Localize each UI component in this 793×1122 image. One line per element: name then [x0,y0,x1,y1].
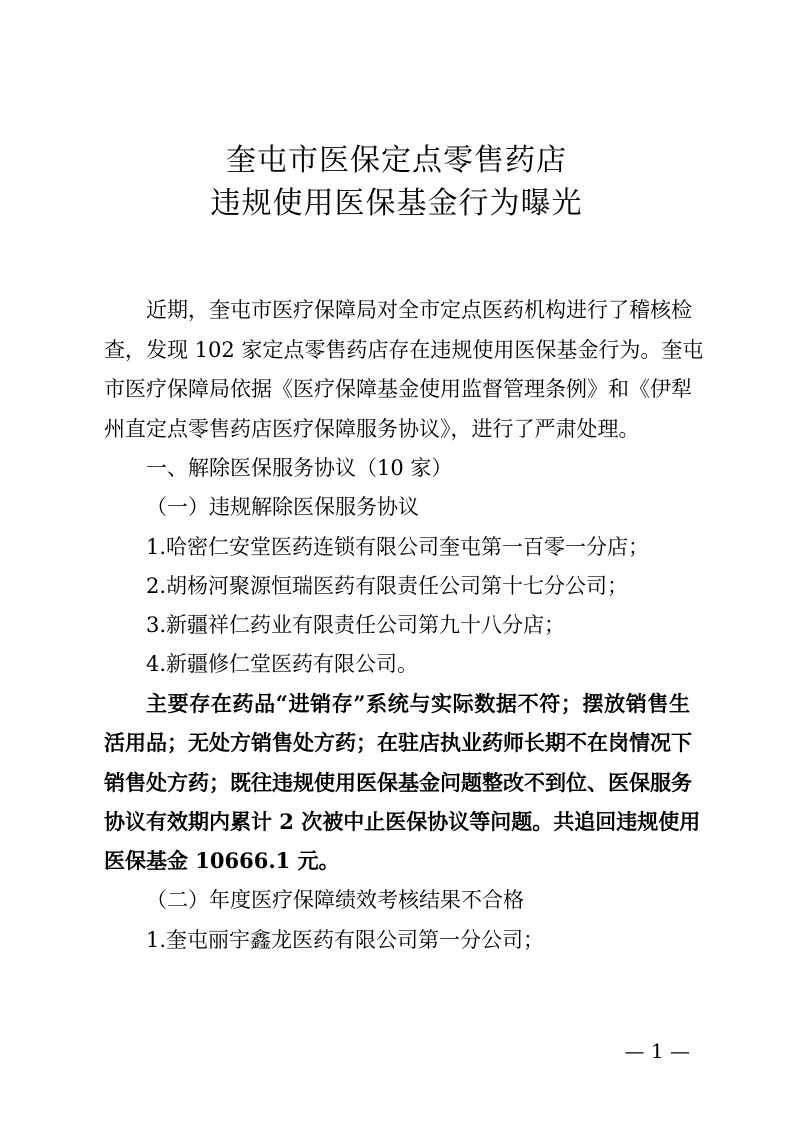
list-item: 1.哈密仁安堂医药连锁有限公司奎屯第一百零一分店； [146,535,650,559]
summary-line-2: 活用品；无处方销售处方药；在驻店执业药师长期不在岗情况下 [104,730,692,755]
list-item: 4.新疆修仁堂医药有限公司。 [146,652,419,676]
intro-line-1: 近期，奎屯市医疗保障局对全市定点医药机构进行了稽核检 [146,298,692,322]
intro-line-2: 查，发现 102 家定点零售药店存在违规使用医保基金行为。奎屯 [104,338,704,362]
summary-line-5: 医保基金 10666.1 元。 [104,848,340,873]
list-item: 2.胡杨河聚源恒瑞医药有限责任公司第十七分公司； [146,574,629,598]
page-number: — 1 — [624,1039,690,1063]
summary-line-3: 销售处方药；既往违规使用医保基金问题整改不到位、医保服务 [104,770,692,795]
subsection-2-heading: （二）年度医疗保障绩效考核结果不合格 [146,888,524,912]
document-title-line-1: 奎屯市医保定点零售药店 [226,143,567,178]
document-title-line-2: 违规使用医保基金行为曝光 [210,186,583,221]
list-item: 1.奎屯丽宇鑫龙医药有限公司第一分公司； [146,928,545,952]
summary-line-1: 主要存在药品“进销存”系统与实际数据不符；摆放销售生 [146,691,690,716]
intro-line-4: 州直定点零售药店医疗保障服务协议》，进行了严肃处理。 [104,417,640,441]
intro-line-3: 市医疗保障局依据《医疗保障基金使用监督管理条例》和《伊犁 [104,377,692,401]
section-1-heading: 一、解除医保服务协议（10 家） [146,456,453,480]
subsection-1-heading: （一）违规解除医保服务协议 [146,495,419,519]
summary-line-4: 协议有效期内累计 2 次被中止医保协议等问题。共追回违规使用 [104,809,701,834]
list-item: 3.新疆祥仁药业有限责任公司第九十八分店； [146,613,566,637]
